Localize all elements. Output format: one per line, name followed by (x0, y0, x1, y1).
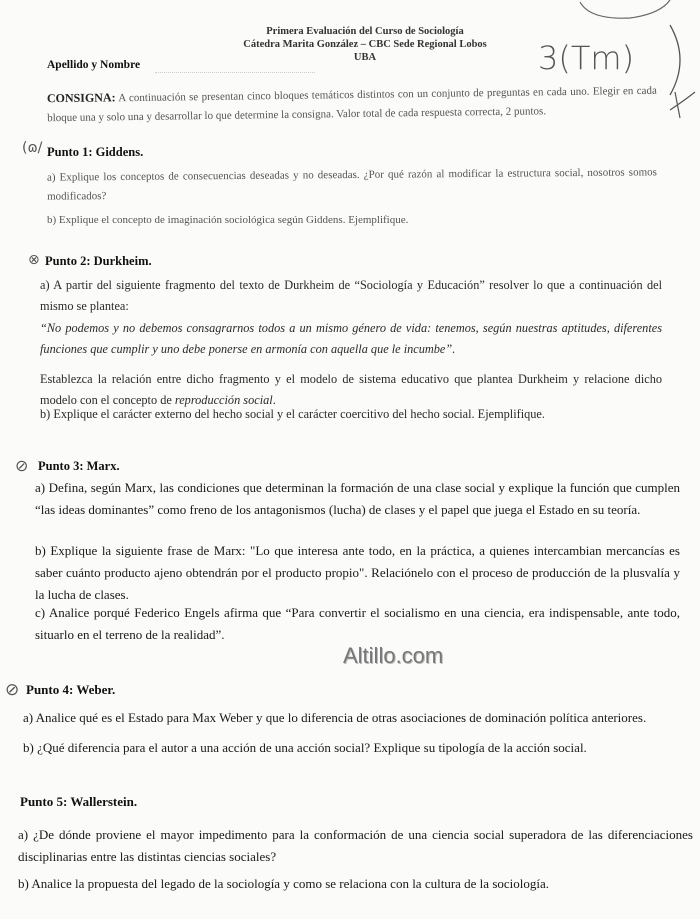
punto2-quote: “No podemos y no debemos consagrarnos todos a un mismo género de vida: tenemos, según nuestras aptitudes, diferentes funciones que cumplir y uno debe ponerse en armonía con aquella que le incumbe”. (40, 321, 662, 356)
punto4-title: Punto 4: Weber. (26, 682, 116, 697)
punto3-b: b) Explique la siguiente frase de Marx: "Lo que interesa ante todo, en la práctica, a quienes intercambian mercancías es saber cuánto producto ajeno obtendrán por el producto propio". Relaciónelo con el proceso de producción de la plusvalía y la lucha de clases. (35, 543, 680, 603)
punto3-c: c) Analice porqué Federico Engels afirma que “Para convertir el socialismo en una ciencia, era indispensable, ante todo, situarlo en el terreno de la realidad”. (35, 605, 680, 643)
punto1-title: Punto 1: Giddens. (47, 145, 144, 159)
punto3-a: a) Defina, según Marx, las condiciones que determinan la formación de una clase social y explique la función que cumplen “las ideas dominantes” como freno de los antagonismos (lucha) de clases y el papel que juega el Estado en su teoría. (35, 480, 680, 518)
name-label: Apellido y Nombre (47, 59, 141, 71)
check-mark-2: ⊗ (28, 252, 40, 268)
header-line-2: Cátedra Marita González – CBC Sede Regional Lobos (243, 39, 487, 50)
consigna-text: A continuación se presentan cinco bloques temáticos distintos con un conjunto de preguntas en cada uno. Elegir en cada bloque una y solo una y desarrollar lo que determine la consigna. Valor total de cada respuesta correcta, 2 puntos. (47, 84, 657, 124)
grade-mark: 3(Tm) (538, 39, 635, 77)
check-mark-1: (ɷ/ (22, 140, 43, 156)
consigna-label: CONSIGNA: (46, 90, 116, 106)
establezca-end: . (272, 392, 276, 407)
header-line-3: UBA (353, 52, 377, 63)
punto1-a: a) Explique los conceptos de consecuencias deseadas y no deseadas. ¿Por qué razón al modificar la estructura social, nosotros somos modificados? (46, 166, 657, 203)
altillo-watermark: Altillo.com (343, 643, 444, 668)
establezca-emphasis: reproducción social (174, 392, 273, 407)
punto2-b: b) Explique el carácter externo del hecho social y el carácter coercitivo del hecho social. Ejemplifique. (40, 407, 545, 421)
punto5-b: b) Analice la propuesta del legado de la sociología y como se relaciona con la cultura de la sociología. (18, 876, 550, 891)
punto4-b: b) ¿Qué diferencia para el autor a una acción de una acción social? Explique su tipología de la acción social. (23, 740, 587, 755)
punto2-a: a) A partir del siguiente fragmento del texto de Durkheim de “Sociología y Educación” resolver lo que a continuación del mismo se plantea: (40, 278, 662, 313)
name-scribble (155, 62, 315, 73)
punto5-title: Punto 5: Wallerstein. (20, 794, 138, 809)
punto4-a: a) Analice qué es el Estado para Max Weber y que lo diferencia de otras asociaciones de dominación política anteriores. (23, 710, 647, 725)
punto5-a: a) ¿De dónde proviene el mayor impedimento para la conformación de una ciencia social superadora de las diferenciaciones disciplinarias entre las distintas ciencias sociales? (18, 827, 693, 865)
header-line-1: Primera Evaluación del Curso de Sociología (266, 26, 464, 37)
punto1-b: b) Explique el concepto de imaginación sociológica según Giddens. Ejemplifique. (47, 214, 409, 226)
punto2-title: Punto 2: Durkheim. (45, 254, 152, 268)
punto3-title: Punto 3: Marx. (38, 459, 120, 473)
establezca-text: Establezca la relación entre dicho fragmento y el modelo de sistema educativo que plantea Durkheim y relacione dicho modelo con el concepto de (40, 372, 662, 407)
check-mark-4: ⊘ (5, 680, 20, 700)
check-mark-3: ⊘ (15, 456, 29, 475)
